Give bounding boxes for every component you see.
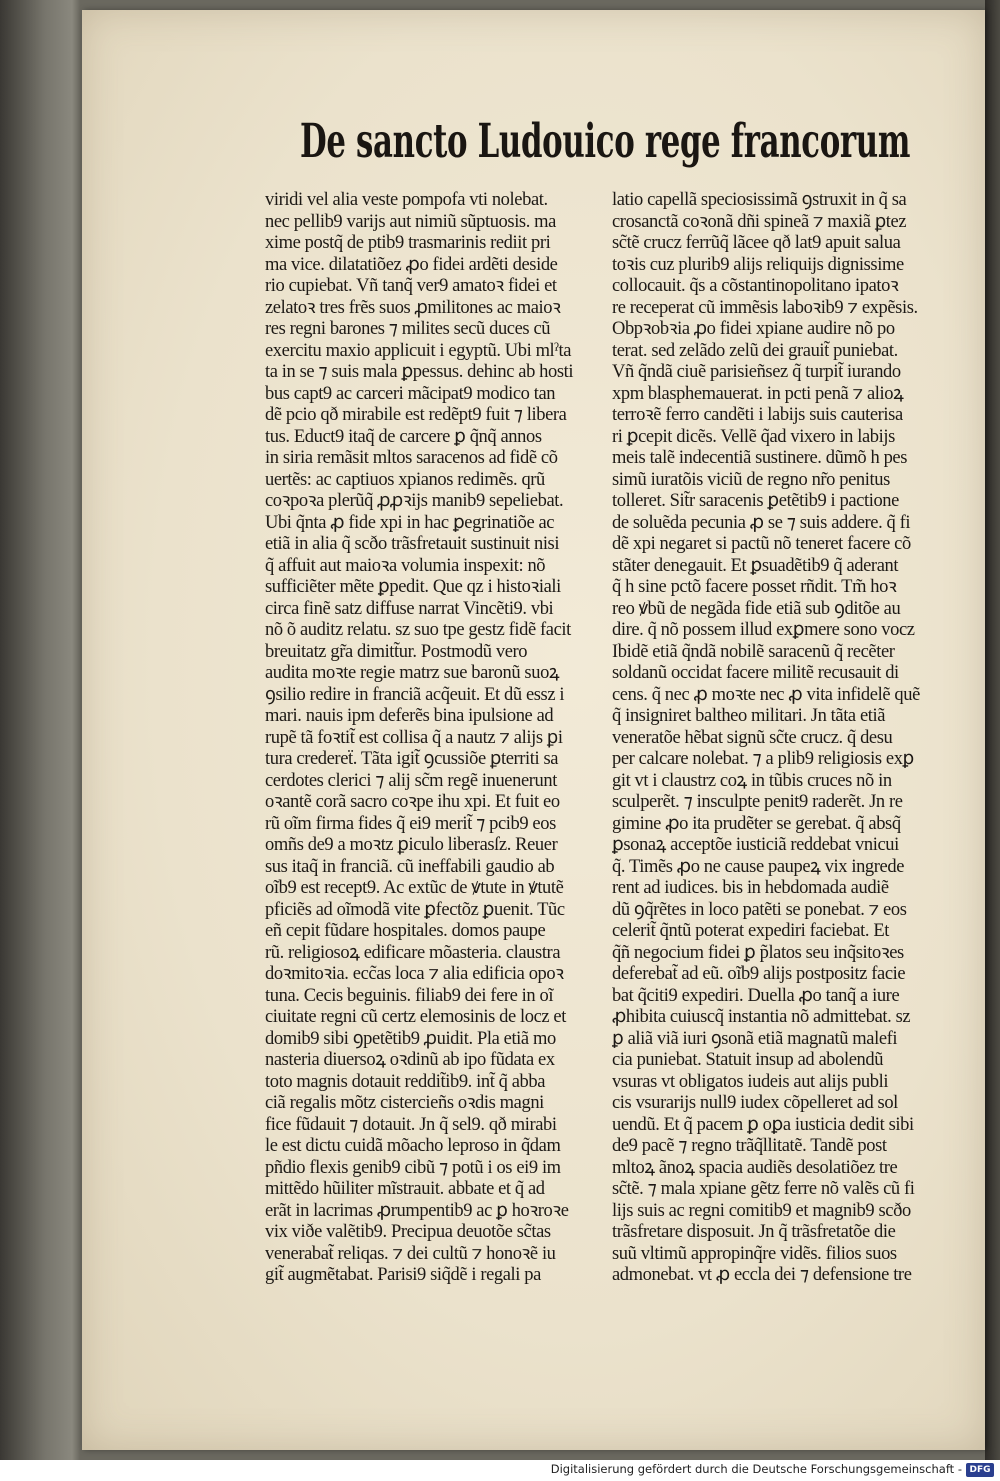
text-line: collocauit. q̃s a cõstantinopolitano ipatoꝛ [612, 276, 899, 296]
text-line: bus capt9 ac carceri mãcipat9 modico tan [265, 383, 556, 404]
text-line: q̃ affuit aut maioꝛa volumia inspexit: nõ [265, 555, 546, 576]
text-line: q̃. Timẽs ꝓo ne cause paupeꝝ vix ingrede [612, 856, 905, 877]
text-line: toto magnis dotauit reddit̃ib9. int̃ q̃ abba [265, 1071, 546, 1092]
text-line: stãter denegauit. Et ꝑsuadẽtib9 q̃ aderant [612, 555, 899, 576]
text-line: q̃ insigniret baltheo militari. Jn tãta etiã [612, 706, 886, 726]
text-line: pñdio flexis genib9 cibũ ⁊ potũ i os ei9 im [265, 1157, 561, 1178]
text-line: admonebat. vt ꝓ eccl̃a dei ⁊ defensione tre [612, 1265, 912, 1285]
text-line: ꝑsonaꝝ acceptõe iusticiã reddebat vnicui [612, 835, 899, 855]
text-line: le est dictu cuidã mõacho leproso in q̃dam [265, 1136, 561, 1156]
text-line: tura credereẗ. Tãta igit̃ ꝯcussiõe ꝑterriti sa [265, 749, 559, 769]
right-text-column [612, 190, 957, 1287]
text-line: sc̃tẽ crucz ferrũq̃ lãcee qð lat9 apuit salua [612, 233, 901, 253]
text-line: dẽ xpi negaret si pactũ nõ teneret facere cõ [612, 534, 911, 554]
text-line: suũ vltimũ appropinq̃re vidẽs. filios suos [612, 1243, 897, 1264]
text-line: sus itaq̃ in franciã. cũ ineffabili gaudio ab [265, 856, 555, 877]
text-line: uertẽs: ac captiuos xpianos redimẽs. qrũ [265, 469, 545, 490]
text-line: fice fũdauit ⁊ dotauit. Jn q̃ sel9. qð mirabi [265, 1114, 557, 1135]
text-line: uendũ. Et q̃ pacem ꝑ oꝑa iusticia dedit sibi [612, 1114, 914, 1135]
text-line: ciuitate regni cũ certz elemosinis de locz et [265, 1007, 566, 1027]
text-line: xpm blasphemauerat. in pcti penã ⁊ alioꝝ [612, 383, 904, 404]
text-line: cens. q̃ nec ꝓ moꝛte nec ꝓ vita infidelẽ quẽ [612, 684, 920, 705]
text-line: ma vice. dilatatiõez ꝓo fidei ardẽti deside [265, 254, 558, 275]
text-line: simũ iuratõis viciũ de regno nr̃o penitus [612, 469, 890, 490]
text-line: cerdotes clerici ⁊ alij sc̃m regẽ inuenerunt [265, 770, 557, 791]
text-line: toꝛis cuz plurib9 alijs reliquijs dignissime [612, 254, 904, 275]
text-line: pficiẽs ad oĩmodã vite ꝑfectõz ꝑuenit. Tũc [265, 899, 565, 920]
text-line: veneratõe hẽbat signũ sc̃te crucz. q̃ desu [612, 727, 893, 748]
text-line: Ubi q̃nta ꝓ fide xpi in hac ꝑegrinatiõe ac [265, 512, 555, 533]
text-line: bat q̃citi9 expediri. Duella ꝓo tanq̃ a iure [612, 985, 900, 1006]
text-line: cis vsurarijs null9 iudex cõpelleret ad sol [612, 1093, 898, 1113]
text-line: tus. Educt9 itaq̃ de carcere ꝑ q̃nq̃ annos [265, 426, 542, 447]
text-line: res regni barones ⁊ milites secũ duces cũ [265, 319, 551, 339]
left-text-column [265, 190, 597, 1287]
text-line: oĩb9 est recept9. Ac extũc de ꝟtute in ꝟtutẽ [265, 878, 564, 898]
text-line: mittẽdo hũiliter mĩstrauit. abbate et q̃ ad [265, 1179, 545, 1199]
text-line: re receperat cũ immẽsis laboꝛib9 ⁊ expẽsis. [612, 297, 918, 318]
text-line: tuna. Cecis beguinis. filiab9 dei fere in oĩ [265, 985, 554, 1006]
text-line: nõ õ auditz relatu. sz suo tpe gestz fidẽ facit [265, 620, 571, 640]
text-line: trãsfretare disposuit. Jn q̃ trãsfretatõe die [612, 1222, 896, 1242]
text-line: git vt i claustrz coꝝ in tũbis cruces nõ in [612, 770, 892, 791]
text-line: ciã regalis mõtz cistercieñs oꝛdis magni [265, 1093, 544, 1113]
text-line: deferebat̃ ad eũ. oĩb9 alijs postpositz facie [612, 964, 906, 984]
text-line: gimine ꝓo ita prudẽter se gerebat. q̃ absq̃ [612, 813, 901, 834]
text-line: domib9 sibi ꝯpetẽtib9 ꝓuidit. Pl̃a etiã mo [265, 1028, 556, 1049]
text-line: celerit̃ q̃ntũ poterat expediri faciebat. Et [612, 921, 890, 941]
text-line: terat. sed zelãdo zelũ dei grauit̃ puniebat. [612, 340, 898, 361]
text-line: in siria remãsit mltos saracenos ad fidẽ cõ [265, 448, 558, 468]
text-line: cia puniebat. Statuit insup ad abolendũ [612, 1050, 884, 1070]
text-line: sufficiẽter mẽte ꝑpedit. Que qz i histoꝛiali [265, 577, 561, 597]
text-line: q̃ñ negocium fidei ꝑ p̃latos seu inq̃sitoꝛes [612, 942, 904, 963]
text-line: tolleret. Sit̃r saracenis ꝑetẽtib9 i pactione [612, 491, 899, 511]
text-line: nasteria diuersoꝝ oꝛdinũ ab ipo fũdata ex [265, 1050, 555, 1070]
page-heading: De sancto Ludouico rege francorum [300, 114, 911, 169]
text-line: mltoꝝ ãnoꝝ spacia audiẽs desolatiõez tre [612, 1157, 898, 1178]
text-line: oꝛantẽ corã sacro coꝛpe ihu xpi. Et fuit eo [265, 792, 560, 812]
text-line: rupẽ tã foꝛtit̃ est collisa q̃ a nautz ⁊ alijs ꝑi [265, 727, 563, 748]
text-line: ta in se ⁊ suis mala ꝑpessus. dehinc ab hosti [265, 362, 574, 382]
text-line: de soluẽda pecunia ꝓ se ⁊ suis addere. q̃ fi [612, 512, 911, 533]
text-line: vix viðe valẽtib9. Precipua deuotõe sc̃tas [265, 1222, 551, 1242]
text-line: coꝛpoꝛa plerũq̃ ꝓꝓꝛijs manib9 sepeliebat. [265, 491, 564, 511]
text-line: Obpꝛobꝛia ꝓo fidei xpiane audire nõ po [612, 319, 895, 339]
text-line: de9 pacẽ ⁊ regno trãq̃llitatẽ. Tandẽ post [612, 1136, 887, 1156]
text-line: zelatoꝛ tres frẽs suos ꝓmilitones ac maioꝛ [265, 297, 561, 318]
text-line: eñ cepit fũdare hospitales. domos paupe [265, 921, 546, 941]
text-line: soldanũ occidat facere militẽ recusauit di [612, 663, 899, 683]
text-line: rio cupiebat. Vñ tanq̃ ver9 amatoꝛ fidei et [265, 276, 557, 296]
text-line: git̃ augmẽtabat. Parisi9 siq̃dẽ i regali pa [265, 1265, 541, 1285]
text-line: ri ꝑcepit dicẽs. Vellẽ q̃ad vixero in labijs [612, 426, 895, 447]
text-line: ꝯsilio redire in franciã acq̃euit. Et dũ essz i [265, 684, 565, 705]
text-line: dũ ꝯq̃rẽtes in loco patẽti se ponebat. ⁊ eos [612, 899, 907, 920]
text-line: reo ꝟbũ de negãda fide etiã sub ꝯditõe au [612, 598, 901, 619]
text-line: dẽ pcio qð mirabile est redẽpt9 fuit ⁊ libera [265, 405, 567, 425]
dfg-logo: DFG [966, 1463, 994, 1477]
text-line: per calcare nolebat. ⁊ a pl̃ib9 religiosis exꝑ [612, 749, 914, 769]
text-line: sculperẽt. ⁊ insculpte penit9 raderẽt. Jn re [612, 792, 903, 812]
book-edge [985, 0, 1000, 1460]
text-line: xime postq̃ de ptib9 trasmarinis rediit pri [265, 233, 551, 253]
text-line: nec pellib9 varijs aut nimiũ sũptuosis. ma [265, 211, 556, 232]
text-line: q̃ h̃ sine pctõ facere posset rñdit. Tm̃ hoꝛ [612, 577, 897, 597]
text-line: ꝑ aliã viã iuri ꝯsonã etiã magnatũ malefi [612, 1028, 898, 1049]
text-line: breuitatz gr̃a dimitt̃ur. Postmodũ vero [265, 641, 528, 662]
text-line: audita moꝛte regie matrz sue baronũ suoꝝ [265, 663, 560, 683]
text-line: terroꝛẽ ferro candẽti i labijs suis cauterisa [612, 405, 903, 425]
text-line: Vñ q̃ndã ciuẽ parisieñsez q̃ turpit̃ iurando [612, 362, 901, 382]
text-line: rent ad iudices. bis in hebdomada audiẽ [612, 878, 889, 898]
text-line: vsuras vt obligatos iudeis aut alijs publi [612, 1071, 889, 1092]
text-line: ꝓhibita cuiuscq̃ instantia nõ admittebat. sz [612, 1007, 911, 1027]
text-line: rũ. religiosoꝝ edificare mõasteria. claustra [265, 942, 561, 963]
text-line: latio capellã speciosissimã ꝯstruxit in q̃ sa [612, 190, 907, 210]
text-line: lijs suis ac regni comitib9 et magnib9 scðo [612, 1200, 911, 1221]
text-line: viridi vel alia veste pompofa vti nolebat. [265, 190, 548, 210]
text-line: circa finẽ satz diffuse narrat Vincẽti9. vbi [265, 598, 554, 619]
text-line: mari. nauis ipm deferẽs bina ipulsione ad [265, 706, 554, 726]
text-line: omñs de9 a moꝛtz ꝑiculo liberasſz. Reuer [265, 835, 558, 855]
text-line: exercitu maxio applicuit i egyptũ. Ubi mlˀta [265, 340, 572, 361]
text-line: crosanctã coꝛonã dñi spineã ⁊ maxiã ꝑtez [612, 211, 907, 232]
text-line: meis talẽ indecentiã sustinere. dũmõ h̃ pes [612, 448, 908, 468]
text-line: sc̃tẽ. ⁊ mala xpiane gẽtz ferre nõ valẽs cũ fi [612, 1179, 915, 1199]
text-line: dire. q̃ nõ possem illud exꝑmere sono vocz [612, 620, 915, 640]
text-line: venerabat̃ reliqas. ⁊ dei cultũ ⁊ honoꝛẽ iu [265, 1243, 556, 1264]
text-line: rũ oĩm firma fides q̃ ei9 merit̃ ⁊ pcib9 eos [265, 813, 556, 834]
text-line: etiã in alia q̃ scðo trãsfretauit sustinuit nisi [265, 534, 560, 554]
funding-notice: Digitalisierung gefördert durch die Deutsche Forschungsgemeinschaft - [550, 1462, 962, 1476]
text-line: Ibidẽ etiã q̃ndã nobilẽ saracenũ q̃ recẽter [612, 641, 895, 662]
text-line: doꝛmitoꝛia. ecc̃as loca ⁊ alia edificia opoꝛ [265, 964, 564, 984]
text-line: erãt in lacrimas ꝓrumpentib9 ac ꝑ hoꝛroꝛe [265, 1200, 569, 1221]
